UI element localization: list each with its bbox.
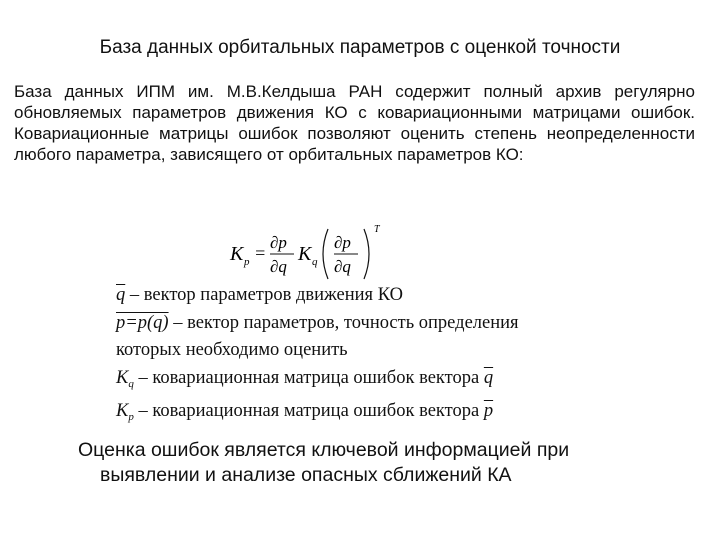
definition-text: – вектор параметров движения КО [125, 285, 403, 305]
conclusion-text [78, 438, 678, 488]
definition-text: – ковариационная матрица ошибок вектора [133, 367, 484, 388]
formula-frac-denominator: ∂q [270, 257, 287, 276]
definition-text: – вектор параметров, точность определения [168, 312, 519, 333]
formula-lhs: K [230, 243, 244, 265]
definition-kp [116, 398, 586, 432]
formula-frac-numerator: ∂p [270, 233, 287, 252]
conclusion-line-1: Оценка ошибок является ключевой информацией при [78, 439, 570, 461]
definition-q [116, 282, 586, 310]
symbol-p-tail: $\overline{p}$ [483, 401, 494, 421]
formula-right-paren [364, 229, 369, 279]
formula-left-paren [323, 229, 328, 279]
formula-equals: = [254, 243, 267, 263]
symbol-k-subscript: q [128, 377, 134, 390]
covariance-formula [228, 223, 388, 285]
formula-lhs-sub: p [244, 256, 250, 268]
formula-mid-sub: q [312, 256, 318, 268]
formula-paren-denominator: ∂q [334, 257, 351, 276]
formula-mid: K [298, 243, 312, 265]
conclusion-line-2: выявлении и анализе опасных сближений КА [100, 464, 512, 486]
intro-paragraph: База данных ИПМ им. М.В.Келдыша РАН содержит полный архив регулярно обновляемых параметров движения КО с ковариационными матрицами ошибок. Ковариационные матрицы ошибок позволяют оценить степень неопределенности любого параметра, зависящего от орбитальных параметров КО: [14, 82, 695, 164]
symbol-q-tail: $\overline{q}$ [483, 367, 494, 388]
definition-p [116, 310, 586, 338]
symbol-k-subscript: p [128, 411, 134, 423]
definition-p-continued [116, 337, 586, 365]
symbol-k: K [116, 367, 129, 388]
definition-kq [116, 365, 586, 399]
symbol-p-of-q: p=p(q) [116, 312, 169, 333]
definition-text: – ковариационная матрица ошибок вектора [133, 401, 484, 421]
formula-transpose: T [374, 224, 380, 235]
definitions-list [116, 282, 586, 432]
symbol-q: $\overline{q}$ [116, 285, 126, 305]
formula-paren-numerator: ∂p [334, 233, 351, 252]
symbol-k: K [116, 401, 129, 421]
slide-title: База данных орбитальных параметров с оценкой точности [99, 37, 621, 58]
definition-text: которых необходимо оценить [116, 340, 348, 360]
